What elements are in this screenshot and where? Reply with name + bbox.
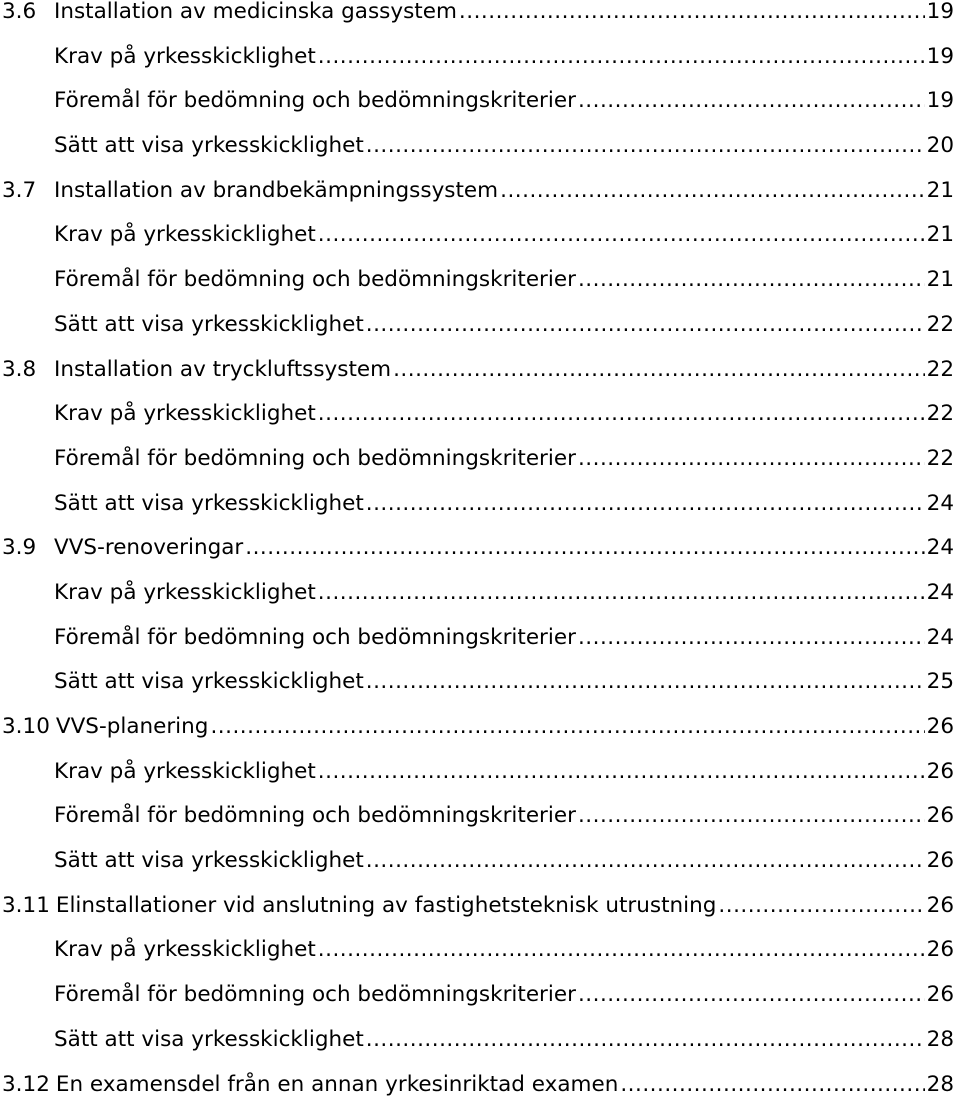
page-number: 26 [927, 713, 954, 740]
page-number: 26 [927, 892, 954, 919]
toc-entry-section[interactable] [0, 177, 960, 222]
toc-entry-section[interactable] [0, 713, 960, 758]
toc-entry-subsection[interactable] [0, 221, 960, 266]
toc-entry-section[interactable] [0, 892, 960, 937]
page-number: 26 [927, 802, 954, 829]
entry-title: Krav på yrkesskicklighet [54, 43, 316, 70]
entry-title: Krav på yrkesskicklighet [54, 221, 316, 248]
page-number: 24 [927, 624, 954, 651]
page-number: 22 [927, 400, 954, 427]
toc-entry-subsection[interactable] [0, 668, 960, 713]
page-number: 26 [927, 981, 954, 1008]
toc-entry-subsection[interactable] [0, 132, 960, 177]
page-number: 24 [927, 490, 954, 517]
dot-leader [318, 579, 925, 606]
entry-title: VVS-planering [56, 713, 209, 740]
dot-leader [245, 534, 924, 561]
entry-title: Installation av brandbekämpningssystem [54, 177, 498, 204]
toc-entry-subsection[interactable] [0, 847, 960, 892]
entry-title: Krav på yrkesskicklighet [54, 758, 316, 785]
section-number: 3.12 [0, 1071, 56, 1098]
page-number: 19 [927, 43, 954, 70]
entry-title: Elinstallationer vid anslutning av fastighetsteknisk utrustning [56, 892, 717, 919]
toc-entry-subsection[interactable] [0, 43, 960, 88]
entry-title: Föremål för bedömning och bedömningskriterier [54, 981, 576, 1008]
dot-leader [578, 802, 925, 829]
entry-title: Föremål för bedömning och bedömningskriterier [54, 802, 576, 829]
entry-title: Föremål för bedömning och bedömningskriterier [54, 624, 576, 651]
toc-entry-subsection[interactable] [0, 1026, 960, 1071]
entry-title: Installation av medicinska gassystem [54, 0, 457, 25]
dot-leader [366, 132, 925, 159]
entry-title: Föremål för bedömning och bedömningskriterier [54, 445, 576, 472]
dot-leader [318, 758, 925, 785]
dot-leader [318, 400, 925, 427]
toc-entry-subsection[interactable] [0, 400, 960, 445]
entry-title: Föremål för bedömning och bedömningskriterier [54, 87, 576, 114]
toc-entry-section[interactable] [0, 0, 960, 43]
dot-leader [500, 177, 925, 204]
dot-leader [366, 490, 925, 517]
page-number: 19 [927, 87, 954, 114]
toc-entry-subsection[interactable] [0, 266, 960, 311]
entry-title: Installation av tryckluftssystem [54, 356, 391, 383]
toc-entry-section[interactable] [0, 534, 960, 579]
entry-title: Sätt att visa yrkesskicklighet [54, 311, 364, 338]
dot-leader [578, 445, 925, 472]
page-number: 25 [927, 668, 954, 695]
dot-leader [366, 847, 925, 874]
entry-title: Krav på yrkesskicklighet [54, 936, 316, 963]
section-number: 3.7 [0, 177, 54, 204]
page-number: 26 [927, 758, 954, 785]
toc-entry-subsection[interactable] [0, 802, 960, 847]
dot-leader [718, 892, 924, 919]
page-number: 21 [927, 221, 954, 248]
entry-title: Krav på yrkesskicklighet [54, 400, 316, 427]
dot-leader [366, 668, 925, 695]
page-number: 21 [927, 177, 954, 204]
dot-leader [578, 87, 925, 114]
dot-leader [578, 624, 925, 651]
toc-entry-subsection[interactable] [0, 579, 960, 624]
dot-leader [578, 981, 925, 1008]
toc-entry-section[interactable] [0, 1071, 960, 1115]
dot-leader [366, 1026, 925, 1053]
dot-leader [318, 936, 925, 963]
entry-title: Sätt att visa yrkesskicklighet [54, 490, 364, 517]
toc-entry-subsection[interactable] [0, 624, 960, 669]
page-number: 28 [927, 1026, 954, 1053]
entry-title: VVS-renoveringar [54, 534, 243, 561]
page-number: 24 [927, 579, 954, 606]
page-number: 21 [927, 266, 954, 293]
page-number: 22 [927, 356, 954, 383]
page-number: 26 [927, 847, 954, 874]
section-number: 3.10 [0, 713, 56, 740]
page-number: 19 [927, 0, 954, 25]
dot-leader [459, 0, 925, 25]
section-number: 3.11 [0, 892, 56, 919]
section-number: 3.8 [0, 356, 54, 383]
toc-entry-subsection[interactable] [0, 758, 960, 803]
dot-leader [210, 713, 924, 740]
page-number: 28 [927, 1071, 954, 1098]
entry-title: Föremål för bedömning och bedömningskriterier [54, 266, 576, 293]
dot-leader [578, 266, 925, 293]
entry-title: Sätt att visa yrkesskicklighet [54, 847, 364, 874]
dot-leader [366, 311, 925, 338]
dot-leader [620, 1071, 924, 1098]
dot-leader [393, 356, 925, 383]
page-number: 22 [927, 311, 954, 338]
dot-leader [318, 221, 925, 248]
entry-title: En examensdel från en annan yrkesinriktad examen [56, 1071, 618, 1098]
entry-title: Sätt att visa yrkesskicklighet [54, 668, 364, 695]
page-number: 26 [927, 936, 954, 963]
toc-entry-subsection[interactable] [0, 981, 960, 1026]
entry-title: Krav på yrkesskicklighet [54, 579, 316, 606]
toc-entry-subsection[interactable] [0, 490, 960, 535]
section-number: 3.9 [0, 534, 54, 561]
page-number: 20 [927, 132, 954, 159]
page-number: 24 [927, 534, 954, 561]
entry-title: Sätt att visa yrkesskicklighet [54, 132, 364, 159]
toc-entry-section[interactable] [0, 356, 960, 401]
toc-entry-subsection[interactable] [0, 311, 960, 356]
toc-entry-subsection[interactable] [0, 87, 960, 132]
toc-entry-subsection[interactable] [0, 445, 960, 490]
section-number: 3.6 [0, 0, 54, 25]
toc-entry-subsection[interactable] [0, 936, 960, 981]
entry-title: Sätt att visa yrkesskicklighet [54, 1026, 364, 1053]
page-number: 22 [927, 445, 954, 472]
dot-leader [318, 43, 925, 70]
